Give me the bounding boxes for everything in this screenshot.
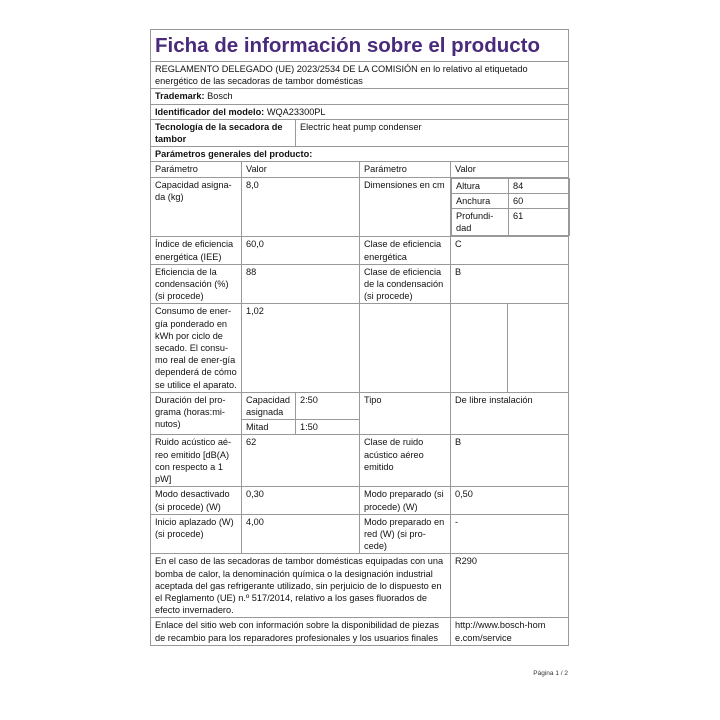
type-label: Tipo [360, 392, 451, 435]
regulation-text: REGLAMENTO DELEGADO (UE) 2023/2534 DE LA COMISIÓN en lo relativo al etiquetado energético de las secadoras de tambor domésticas [151, 62, 569, 89]
product-info-sheet [150, 29, 568, 646]
capacity-value: 8,0 [242, 177, 360, 237]
product-info-table [150, 29, 569, 646]
condensation-label: Eficiencia de la condensación (%) (si procede) [151, 264, 242, 304]
rated-duration-value: 2:50 [296, 392, 360, 419]
consumption-empty-1 [360, 304, 451, 392]
delay-start-label: Inicio aplazado (W) (si procede) [151, 514, 242, 554]
height-value: 84 [509, 178, 570, 193]
refrigerant-value: R290 [451, 554, 569, 618]
weblink-value[interactable]: http://www.bosch-hom e.com/service [451, 618, 569, 645]
tech-label: Tecnología de la secadora de tambor [151, 119, 296, 146]
height-label: Altura [452, 178, 509, 193]
trademark-value: Bosch [207, 91, 233, 102]
network-standby-value: - [451, 514, 569, 554]
condensation-class-value: B [451, 264, 569, 304]
off-mode-label: Modo desactivado (si procede) (W) [151, 487, 242, 514]
dimensions-label: Dimensiones en cm [360, 177, 451, 237]
condensation-value: 88 [242, 264, 360, 304]
half-capacity-label: Mitad [242, 420, 296, 435]
weblink-label: Enlace del sitio web con información sobre la disponibilidad de piezas de recambio para los reparadores profesionales y los usuarios finales [151, 618, 451, 645]
noise-class-label: Clase de ruido acústico aéreo emitido [360, 435, 451, 487]
width-value: 60 [509, 193, 570, 208]
iee-label: Índice de eficiencia energética (IEE) [151, 237, 242, 264]
energy-class-value: C [451, 237, 569, 264]
energy-class-label: Clase de eficiencia energética [360, 237, 451, 264]
consumption-empty-3 [508, 304, 569, 392]
page-number: Página 1 / 2 [533, 670, 568, 677]
depth-label: Profundi-dad [452, 209, 509, 236]
off-mode-value: 0,30 [242, 487, 360, 514]
refrigerant-label: En el caso de las secadoras de tambor domésticas equipadas con una bomba de calor, la denominación química o la designación industrial aceptada del gas refrigerante utilizado, sin perjuicio de lo dispuesto en el Reglamento (UE) n.º 517/2014, relativo a los gases fluorados de efecto invernadero. [151, 554, 451, 618]
standby-label: Modo preparado (si procede) (W) [360, 487, 451, 514]
standby-value: 0,50 [451, 487, 569, 514]
page-title: Ficha de información sobre el producto [151, 30, 569, 62]
iee-value: 60,0 [242, 237, 360, 264]
network-standby-label: Modo preparado en red (W) (si pro-cede) [360, 514, 451, 554]
noise-class-value: B [451, 435, 569, 487]
trademark-row [151, 89, 569, 104]
header-param-1: Parámetro [151, 162, 242, 177]
width-label: Anchura [452, 193, 509, 208]
rated-capacity-label: Capacidad asignada [242, 392, 296, 419]
consumption-empty-2 [451, 304, 508, 392]
consumption-value: 1,02 [242, 304, 360, 392]
duration-label: Duración del pro-grama (horas:mi-nutos) [151, 392, 242, 435]
dimensions-table [451, 178, 570, 237]
dimensions-cell [451, 177, 569, 237]
condensation-class-label: Clase de eficiencia de la condensación (si procede) [360, 264, 451, 304]
header-value-1: Valor [242, 162, 360, 177]
consumption-label: Consumo de ener-gía ponderado en kWh por ciclo de secado. El consu-mo real de ener-gía dependerá de cómo se utilice el aparato. [151, 304, 242, 392]
general-params-heading: Parámetros generales del producto: [151, 147, 569, 162]
tech-value: Electric heat pump condenser [296, 119, 569, 146]
noise-value: 62 [242, 435, 360, 487]
capacity-label: Capacidad asigna-da (kg) [151, 177, 242, 237]
depth-value: 61 [509, 209, 570, 236]
model-label: Identificador del modelo: [155, 106, 265, 117]
header-param-2: Parámetro [360, 162, 451, 177]
type-value: De libre instalación [451, 392, 569, 435]
model-value: WQA23300PL [266, 106, 326, 117]
delay-start-value: 4,00 [242, 514, 360, 554]
noise-label: Ruido acústico aé-reo emitido [dB(A) con respecto a 1 pW] [151, 435, 242, 487]
model-row [151, 104, 569, 119]
half-duration-value: 1:50 [296, 420, 360, 435]
trademark-label: Trademark: [155, 91, 205, 102]
header-value-2: Valor [451, 162, 569, 177]
